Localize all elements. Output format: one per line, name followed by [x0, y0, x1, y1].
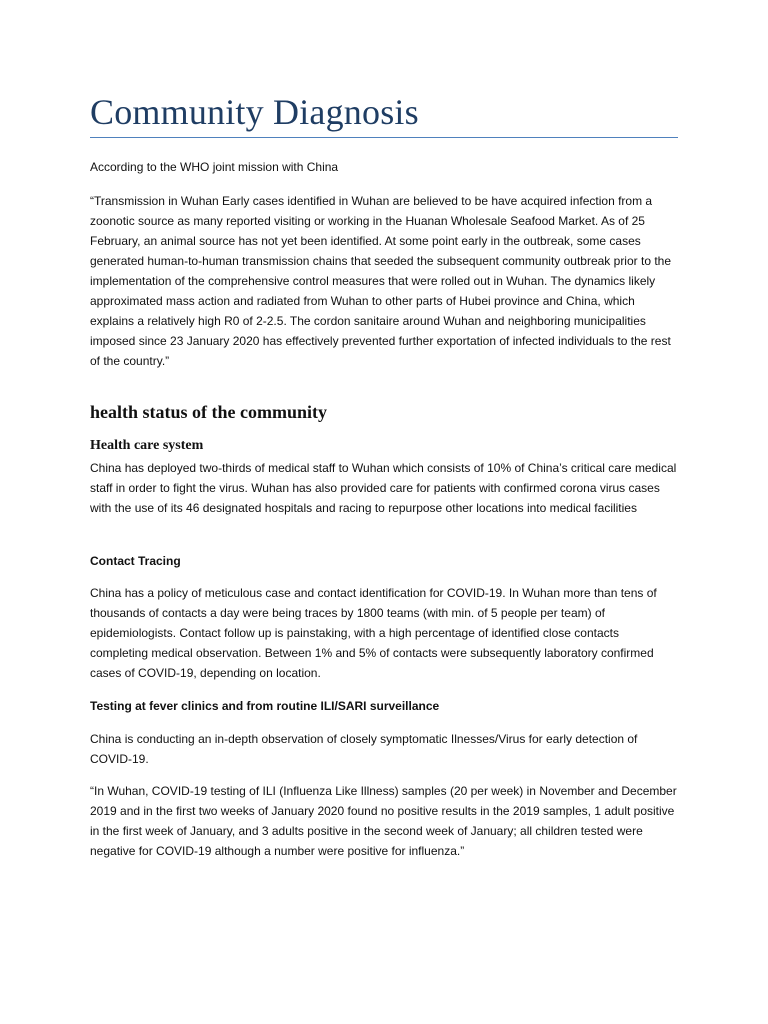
section-heading: health status of the community	[90, 402, 327, 422]
intro-paragraph: According to the WHO joint mission with China	[90, 160, 339, 174]
title-underline	[90, 137, 678, 138]
testing-paragraph: China is conducting an in-depth observation of closely symptomatic Ilnesses/Virus for early detection of COVID-19.	[90, 732, 638, 766]
testing-heading: Testing at fever clinics and from routine ILI/SARI surveillance	[90, 699, 440, 713]
who-quote-paragraph: “Transmission in Wuhan Early cases identified in Wuhan are believed to be have acquired infection from a zoonotic source as many reported visiting or working in the Huanan Wholesale Seafood Market. As of 25 February, an animal source has not yet been identified. At some point early in the outbreak, some cases generated human-to-human transmission chains that seeded the subsequent community outbreak prior to the implementation of the comprehensive control measures that were rolled out in Wuhan. The dynamics likely approximated mass action and radiated from Wuhan to other parts of Hubei province and China, which explains a relatively high R0 of 2-2.5. The cordon sanitaire around Wuhan and neighboring municipalities imposed since 23 January 2020 has effectively prevented further exportation of infected individuals to the rest of the country.”	[90, 194, 672, 368]
health-care-heading: Health care system	[90, 438, 204, 453]
contact-tracing-heading: Contact Tracing	[90, 554, 181, 568]
testing-quote-paragraph: “In Wuhan, COVID-19 testing of ILI (Influenza Like Illness) samples (20 per week) in November and December 2019 and in the first two weeks of January 2020 found no positive results in the 2019 samples, 1 adult positive in the first week of January, and 3 adults positive in the second week of January; all children tested were negative for COVID-19 although a number were positive for influenza.”	[90, 784, 677, 858]
health-care-paragraph: China has deployed two-thirds of medical staff to Wuhan which consists of 10% of China’s critical care medical staff in order to fight the virus. Wuhan has also provided care for patients with confirmed corona virus cases with the use of its 46 designated hospitals and racing to repurpose other locations into medical facilities	[90, 461, 677, 515]
page-title: Community Diagnosis	[90, 92, 419, 132]
contact-tracing-paragraph: China has a policy of meticulous case and contact identification for COVID-19. In Wuhan more than tens of thousands of contacts a day were being traces by 1800 teams (with min. of 5 people per team) of epidemiologists. Contact follow up is painstaking, with a high percentage of identified close contacts completing medical observation. Between 1% and 5% of contacts were subsequently laboratory confirmed cases of COVID-19, depending on location.	[90, 586, 657, 680]
